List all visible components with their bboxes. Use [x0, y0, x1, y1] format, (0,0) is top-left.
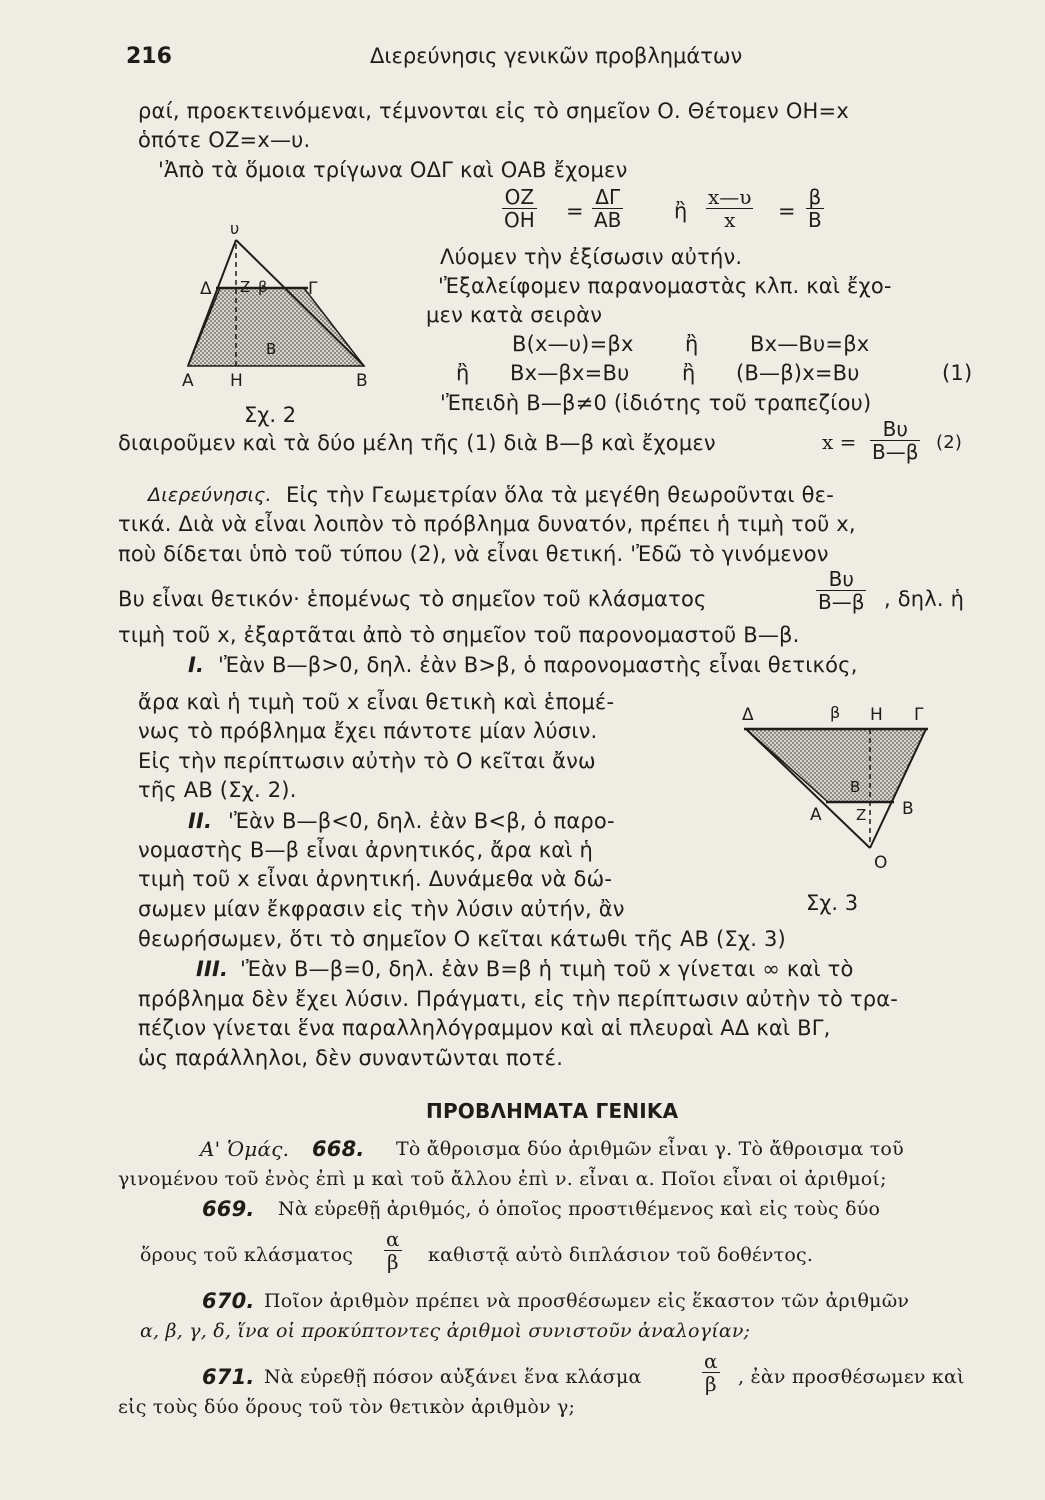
- text-line: ἄρα καὶ ἡ τιμὴ τοῦ x εἶναι θετικὴ καὶ ἑπομέ-: [138, 690, 615, 714]
- label: Β: [356, 371, 368, 391]
- text-line: , ἐὰν προσθέσωμεν καὶ: [738, 1366, 965, 1388]
- text-line: ὁπότε ΟΖ=x—υ.: [138, 128, 311, 152]
- discussion-label: Διερεύνησις.: [148, 484, 272, 506]
- denominator: x: [724, 208, 736, 232]
- label: Α: [810, 805, 822, 825]
- text-line: 'Ἀπὸ τὰ ὅμοια τρίγωνα ΟΔΓ καὶ ΟΑΒ ἔχομεν: [158, 158, 628, 182]
- text-line: νως τὸ πρόβλημα ἔχει πάντοτε μίαν λύσιν.: [138, 719, 598, 743]
- label: β: [830, 703, 841, 722]
- numerator: x—υ: [708, 185, 752, 209]
- case-label: Ι.: [188, 653, 205, 677]
- equation-lhs: x =: [822, 430, 857, 454]
- equals-sign: =: [778, 199, 796, 223]
- text-line: Εἰς τὴν Γεωμετρίαν ὅλα τὰ μεγέθη θεωροῦνται θε-: [286, 483, 834, 507]
- fraction-oz-oh: [502, 186, 537, 231]
- label: Α: [182, 371, 194, 391]
- text-line: Λύομεν τὴν ἐξίσωσιν αὐτήν.: [440, 245, 743, 269]
- denominator: Β: [808, 208, 822, 232]
- text-line: πρόβλημα δὲν ἔχει λύσιν. Πράγματι, εἰς τὴν περίπτωσιν αὐτὴν τὸ τρα-: [138, 987, 899, 1011]
- problem-number: 670.: [202, 1289, 255, 1313]
- text-line: εἰς τοὺς δύο ὅρους τοῦ τὸν θετικὸν ἀριθμὸν γ;: [118, 1396, 576, 1418]
- or-word: ἢ: [674, 199, 688, 223]
- equation-number: (1): [942, 361, 973, 385]
- fraction-alpha-beta: [384, 1228, 402, 1273]
- denominator: Β—β: [872, 440, 919, 464]
- denominator: ΑΒ: [594, 208, 622, 232]
- equation: (Β—β)x=Βυ: [736, 361, 860, 385]
- text-line: θεωρήσωμεν, ὅτι τὸ σημεῖον Ο κεῖται κάτωθι τῆς ΑΒ (Σχ. 3): [138, 927, 786, 951]
- denominator: Β—β: [818, 590, 865, 614]
- fraction-dg-ab: [592, 186, 623, 231]
- or-word: ἢ: [685, 332, 699, 356]
- running-title: Διερεύνησις γενικῶν προβλημάτων: [370, 44, 743, 68]
- text-line: μεν κατὰ σειρὰν: [426, 303, 603, 327]
- text-line: Εἰς τὴν περίπτωσιν αὐτὴν τὸ Ο κεῖται ἄνω: [138, 749, 596, 773]
- equation-number: (2): [936, 432, 963, 453]
- problem-number: 669.: [202, 1197, 255, 1221]
- figure-2: [180, 222, 380, 432]
- text-line: γινομένου τοῦ ἑνὸς ἐπὶ μ καὶ τοῦ ἄλλου ἐπὶ ν. εἶναι α. Ποῖοι εἶναι οἱ ἀριθμοί;: [118, 1168, 887, 1190]
- numerator: ΔΓ: [592, 186, 623, 209]
- text-line: , δηλ. ἡ: [884, 587, 965, 611]
- or-word: ἢ: [682, 361, 696, 385]
- text-line: ποὺ δίδεται ὑπὸ τοῦ τύπου (2), νὰ εἶναι θετική. 'Ἐδῶ τὸ γινόμενον: [118, 542, 829, 566]
- text-line: 'Ἐὰν Β—β=0, δηλ. ἐὰν Β=β ἡ τιμὴ τοῦ x γίνεται ∞ καὶ τὸ: [240, 957, 854, 981]
- text-line: ὅρους τοῦ κλάσματος: [140, 1244, 354, 1266]
- denominator: β: [704, 1372, 717, 1396]
- text-line: ὡς παράλληλοι, δὲν συναντῶνται ποτέ.: [138, 1046, 564, 1070]
- text-line: 'Ἐὰν Β—β<0, δηλ. ἐὰν Β<β, ὁ παρο-: [228, 809, 615, 833]
- figure-3: [726, 696, 956, 918]
- text-line: νομαστὴς Β—β εἶναι ἀρνητικός, ἄρα καὶ ἡ: [138, 838, 594, 862]
- text-line: 'Ἐπειδὴ Β—β≠0 (ἰδιότης τοῦ τραπεζίου): [440, 391, 872, 415]
- section-title: ΠΡΟΒΛΗΜΑΤΑ ΓΕΝΙΚΑ: [426, 1099, 679, 1123]
- case-label: ΙΙΙ.: [196, 957, 229, 981]
- text-line: ραί, προεκτεινόμεναι, τέμνονται εἰς τὸ σημεῖον Ο. Θέτομεν ΟΗ=x: [138, 99, 849, 123]
- text-line: Νὰ εὑρεθῇ πόσον αὐξάνει ἕνα κλάσμα: [264, 1366, 642, 1388]
- numerator: α: [386, 1227, 400, 1251]
- label: Ζ: [856, 806, 867, 824]
- label: Β: [850, 778, 861, 796]
- label: Η: [230, 371, 243, 391]
- fraction-bu-over-bb: [816, 568, 866, 613]
- label: Β: [266, 340, 277, 358]
- denominator: ΟΗ: [504, 208, 535, 232]
- fraction-alpha-beta: [702, 1350, 720, 1395]
- label: β: [258, 278, 268, 296]
- label: Β: [902, 799, 914, 819]
- numerator: β: [806, 186, 824, 209]
- label: Δ: [742, 705, 754, 725]
- label: Ζ: [240, 278, 251, 296]
- equation: Β(x—υ)=βx: [512, 332, 634, 356]
- text-line: τῆς ΑΒ (Σχ. 2).: [138, 778, 297, 802]
- text-line: 'Ἐξαλείφομεν παρανομαστὰς κλπ. καὶ ἔχο-: [438, 274, 892, 298]
- equals-sign: =: [566, 199, 584, 223]
- numerator: α: [704, 1349, 718, 1373]
- text-line: διαιροῦμεν καὶ τὰ δύο μέλη τῆς (1) διὰ Β—β καὶ ἔχομεν: [118, 431, 716, 455]
- numerator: Βυ: [816, 568, 866, 591]
- equation: Βx—Βυ=βx: [750, 332, 870, 356]
- numerator: Βυ: [870, 418, 920, 441]
- label: Ο: [874, 853, 888, 873]
- case-label: ΙΙ.: [188, 809, 213, 833]
- text-line: Τὸ ἄθροισμα δύο ἀριθμῶν εἶναι γ. Τὸ ἄθροισμα τοῦ: [396, 1138, 904, 1160]
- figure-caption: Σχ. 3: [806, 891, 859, 915]
- or-word: ἢ: [456, 361, 470, 385]
- shaded-trapezoid: [746, 729, 926, 802]
- fraction-beta-b: [806, 186, 824, 231]
- figure-caption: Σχ. 2: [244, 403, 297, 427]
- fraction-solution: [870, 418, 920, 463]
- denominator: β: [386, 1250, 399, 1274]
- numerator: ΟΖ: [502, 186, 537, 209]
- page-number: 216: [126, 44, 172, 69]
- label: Γ: [914, 705, 924, 725]
- label: Γ: [308, 279, 318, 299]
- text-line: τιμὴ τοῦ x εἶναι ἀρνητική. Δυνάμεθα νὰ δώ-: [138, 867, 613, 891]
- text-line: καθιστᾷ αὐτὸ διπλάσιον τοῦ δοθέντος.: [428, 1244, 814, 1266]
- equation: Βx—βx=Βυ: [510, 361, 630, 385]
- text-line: τικά. Διὰ νὰ εἶναι λοιπὸν τὸ πρόβλημα δυνατόν, πρέπει ἡ τιμὴ τοῦ x,: [118, 512, 856, 536]
- text-line: Ποῖον ἀριθμὸν πρέπει νὰ προσθέσωμεν εἰς ἕκαστον τῶν ἀριθμῶν: [264, 1290, 910, 1312]
- text-line: πέζιον γίνεται ἕνα παραλληλόγραμμον καὶ αἱ πλευραὶ ΑΔ καὶ ΒΓ,: [138, 1016, 831, 1040]
- label: Δ: [200, 279, 212, 299]
- fraction-x-minus-u: [706, 186, 753, 231]
- text-line: τιμὴ τοῦ x, ἐξαρτᾶται ἀπὸ τὸ σημεῖον τοῦ παρονομαστοῦ Β—β.: [118, 623, 800, 647]
- text-line: 'Ἐὰν Β—β>0, δηλ. ἐὰν Β>β, ὁ παρονομαστὴς εἶναι θετικός,: [218, 653, 858, 677]
- text-line: α, β, γ, δ, ἵνα οἱ προκύπτοντες ἀριθμοὶ συνιστοῦν ἀναλογίαν;: [140, 1320, 751, 1342]
- problem-number: 668.: [312, 1137, 365, 1161]
- label: υ: [230, 222, 240, 238]
- text-line: Βυ εἶναι θετικόν· ἑπομένως τὸ σημεῖον τοῦ κλάσματος: [118, 587, 707, 611]
- text-line: σωμεν μίαν ἔκφρασιν εἰς τὴν λύσιν αὐτήν, ἂν: [138, 897, 625, 921]
- problem-number: 671.: [202, 1365, 255, 1389]
- text-line: Νὰ εὑρεθῇ ἀριθμός, ὁ ὁποῖος προστιθέμενος καὶ εἰς τοὺς δύο: [278, 1198, 881, 1220]
- problem-group-label: Α' Ὁμάς.: [200, 1137, 290, 1161]
- label: Η: [870, 705, 883, 725]
